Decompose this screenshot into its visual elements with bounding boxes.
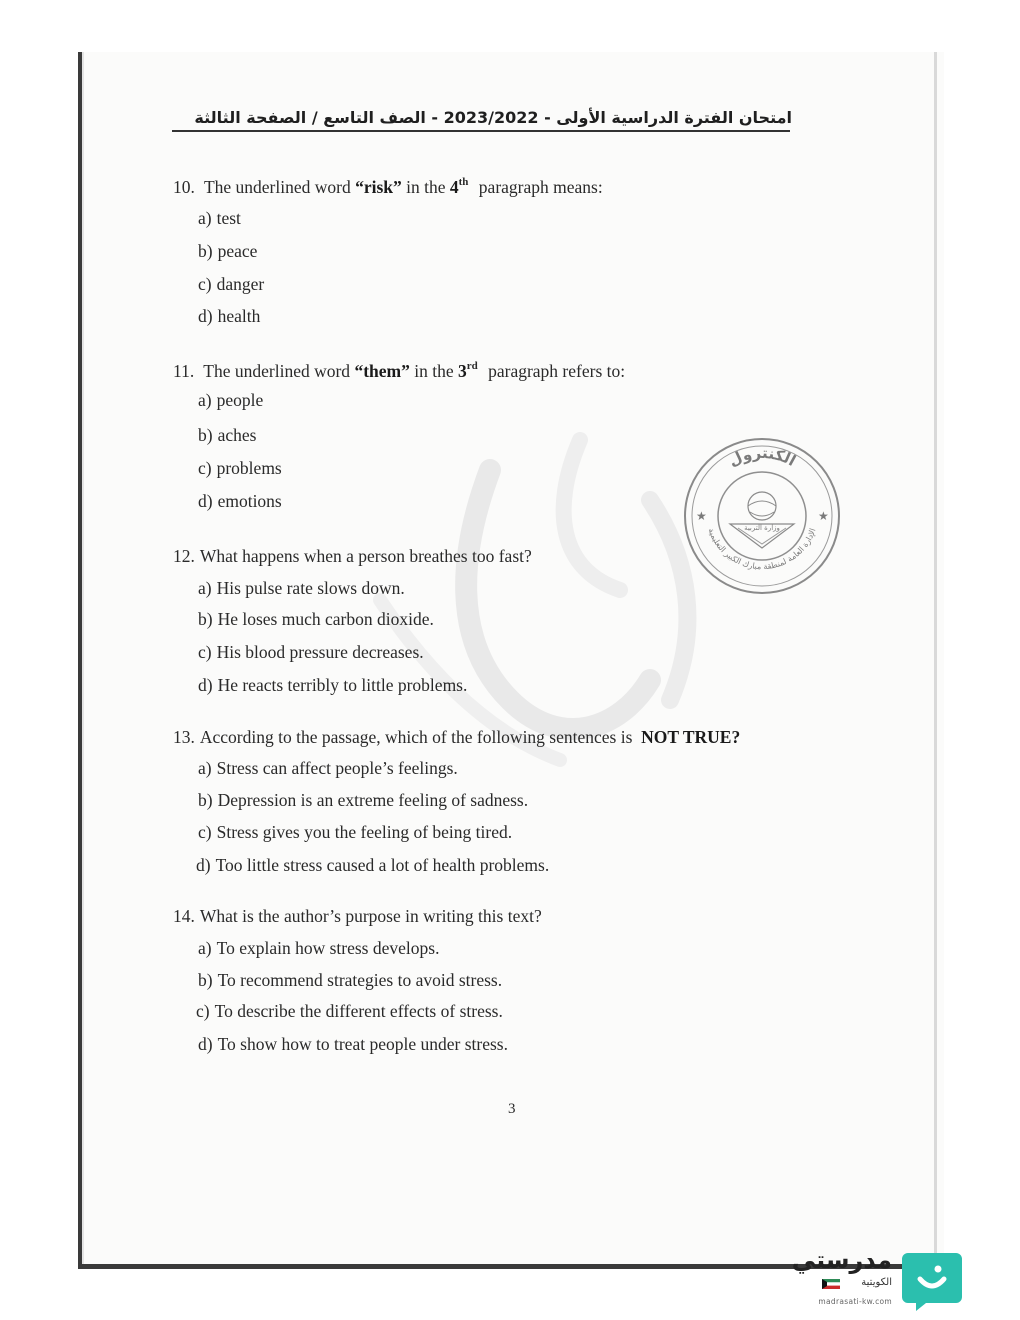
ordinal-suffix: th bbox=[458, 176, 469, 188]
kuwait-flag-icon bbox=[822, 1279, 840, 1289]
option-letter: a) bbox=[198, 578, 212, 598]
option-13d[interactable] bbox=[196, 855, 549, 876]
question-number: 10. bbox=[173, 177, 195, 197]
option-letter: c) bbox=[198, 458, 212, 478]
option-12a[interactable] bbox=[198, 578, 405, 599]
option-text: emotions bbox=[217, 491, 282, 511]
option-10d[interactable] bbox=[198, 306, 260, 327]
page-number: 3 bbox=[508, 1101, 516, 1117]
question-14 bbox=[173, 906, 833, 927]
svg-text:وزارة التربية: وزارة التربية bbox=[744, 524, 780, 532]
svg-text:★: ★ bbox=[696, 509, 707, 523]
option-11c[interactable] bbox=[198, 458, 282, 479]
option-letter: a) bbox=[198, 938, 212, 958]
option-14a[interactable] bbox=[198, 938, 439, 959]
question-text: What is the author’s purpose in writing this text? bbox=[199, 906, 542, 926]
option-text: He loses much carbon dioxide. bbox=[217, 609, 434, 629]
question-text: paragraph refers to: bbox=[488, 361, 626, 381]
logo-url: madrasati-kw.com bbox=[818, 1297, 892, 1306]
option-letter: c) bbox=[198, 822, 212, 842]
option-text: test bbox=[216, 208, 241, 228]
option-letter: a) bbox=[198, 758, 212, 778]
option-13a[interactable] bbox=[198, 758, 458, 779]
option-11b[interactable] bbox=[198, 425, 256, 446]
option-10b[interactable] bbox=[198, 241, 257, 262]
sheet-edge bbox=[934, 52, 937, 1268]
page-header-title: امتحان الفترة الدراسية الأولى - 2023/2022 - الصف التاسع / الصفحة الثالثة bbox=[194, 108, 792, 127]
question-13 bbox=[173, 727, 833, 748]
option-letter: b) bbox=[198, 609, 213, 629]
option-letter: a) bbox=[198, 390, 212, 410]
madrasati-logo-icon bbox=[900, 1247, 964, 1311]
question-text: The underlined word bbox=[203, 361, 351, 381]
question-text: paragraph means: bbox=[478, 177, 603, 197]
option-text: To describe the different effects of stress. bbox=[214, 1001, 503, 1021]
option-letter: b) bbox=[198, 970, 213, 990]
question-text: According to the passage, which of the following sentences is bbox=[199, 727, 633, 747]
option-text: aches bbox=[217, 425, 257, 445]
question-text: in the bbox=[414, 361, 454, 381]
option-12c[interactable] bbox=[198, 642, 424, 663]
option-letter: d) bbox=[198, 306, 213, 326]
option-14c[interactable] bbox=[196, 1001, 503, 1022]
option-text: He reacts terribly to little problems. bbox=[217, 675, 468, 695]
question-number: 12. bbox=[173, 546, 195, 566]
option-10c[interactable] bbox=[198, 274, 264, 295]
question-number: 11. bbox=[173, 361, 195, 381]
svg-text:الكنترول: الكنترول bbox=[725, 443, 799, 470]
official-seal-stamp bbox=[682, 436, 842, 596]
logo-name: مدرستي bbox=[791, 1246, 892, 1274]
option-letter: c) bbox=[196, 1001, 210, 1021]
option-11a[interactable] bbox=[198, 390, 263, 411]
option-text: To recommend strategies to avoid stress. bbox=[217, 970, 503, 990]
option-text: Stress can affect people’s feelings. bbox=[216, 758, 458, 778]
option-letter: b) bbox=[198, 790, 213, 810]
option-text: people bbox=[216, 390, 264, 410]
option-text: His blood pressure decreases. bbox=[216, 642, 424, 662]
option-10a[interactable] bbox=[198, 208, 241, 229]
question-11 bbox=[173, 360, 833, 382]
ordinal-number: 3 bbox=[457, 361, 467, 381]
option-13c[interactable] bbox=[198, 822, 512, 843]
ordinal-number: 4 bbox=[449, 177, 459, 197]
option-letter: d) bbox=[198, 491, 213, 511]
option-text: Depression is an extreme feeling of sadness. bbox=[217, 790, 529, 810]
question-10 bbox=[173, 176, 833, 198]
option-text: danger bbox=[216, 274, 265, 294]
question-number: 13. bbox=[173, 727, 195, 747]
option-text: Stress gives you the feeling of being tired. bbox=[216, 822, 513, 842]
logo-subtitle: الكويتية bbox=[861, 1277, 892, 1288]
option-letter: d) bbox=[196, 855, 211, 875]
option-letter: b) bbox=[198, 241, 213, 261]
question-number: 14. bbox=[173, 906, 195, 926]
option-text: To show how to treat people under stress. bbox=[217, 1034, 508, 1054]
question-text: in the bbox=[406, 177, 446, 197]
option-text: His pulse rate slows down. bbox=[216, 578, 405, 598]
option-text: problems bbox=[216, 458, 282, 478]
svg-text:الإدارة العامة لمنطقة مبارك ال: الإدارة العامة لمنطقة مبارك الكبير التعليمية bbox=[706, 527, 818, 572]
option-letter: c) bbox=[198, 274, 212, 294]
option-11d[interactable] bbox=[198, 491, 282, 512]
option-14b[interactable] bbox=[198, 970, 502, 991]
option-letter: d) bbox=[198, 675, 213, 695]
ordinal-suffix: rd bbox=[466, 360, 478, 372]
question-keyword: “them” bbox=[354, 361, 410, 381]
question-emphasis: NOT TRUE? bbox=[641, 727, 741, 747]
option-letter: b) bbox=[198, 425, 213, 445]
option-text: Too little stress caused a lot of health problems. bbox=[215, 855, 550, 875]
option-12b[interactable] bbox=[198, 609, 434, 630]
option-letter: d) bbox=[198, 1034, 213, 1054]
option-13b[interactable] bbox=[198, 790, 528, 811]
option-letter: a) bbox=[198, 208, 212, 228]
option-letter: c) bbox=[198, 642, 212, 662]
question-text: The underlined word bbox=[203, 177, 351, 197]
option-text: To explain how stress develops. bbox=[216, 938, 440, 958]
option-12d[interactable] bbox=[198, 675, 467, 696]
option-text: peace bbox=[217, 241, 258, 261]
option-14d[interactable] bbox=[198, 1034, 508, 1055]
svg-text:★: ★ bbox=[818, 509, 829, 523]
header-divider bbox=[172, 130, 790, 132]
question-text: What happens when a person breathes too fast? bbox=[199, 546, 532, 566]
question-keyword: “risk” bbox=[355, 177, 402, 197]
option-text: health bbox=[217, 306, 261, 326]
